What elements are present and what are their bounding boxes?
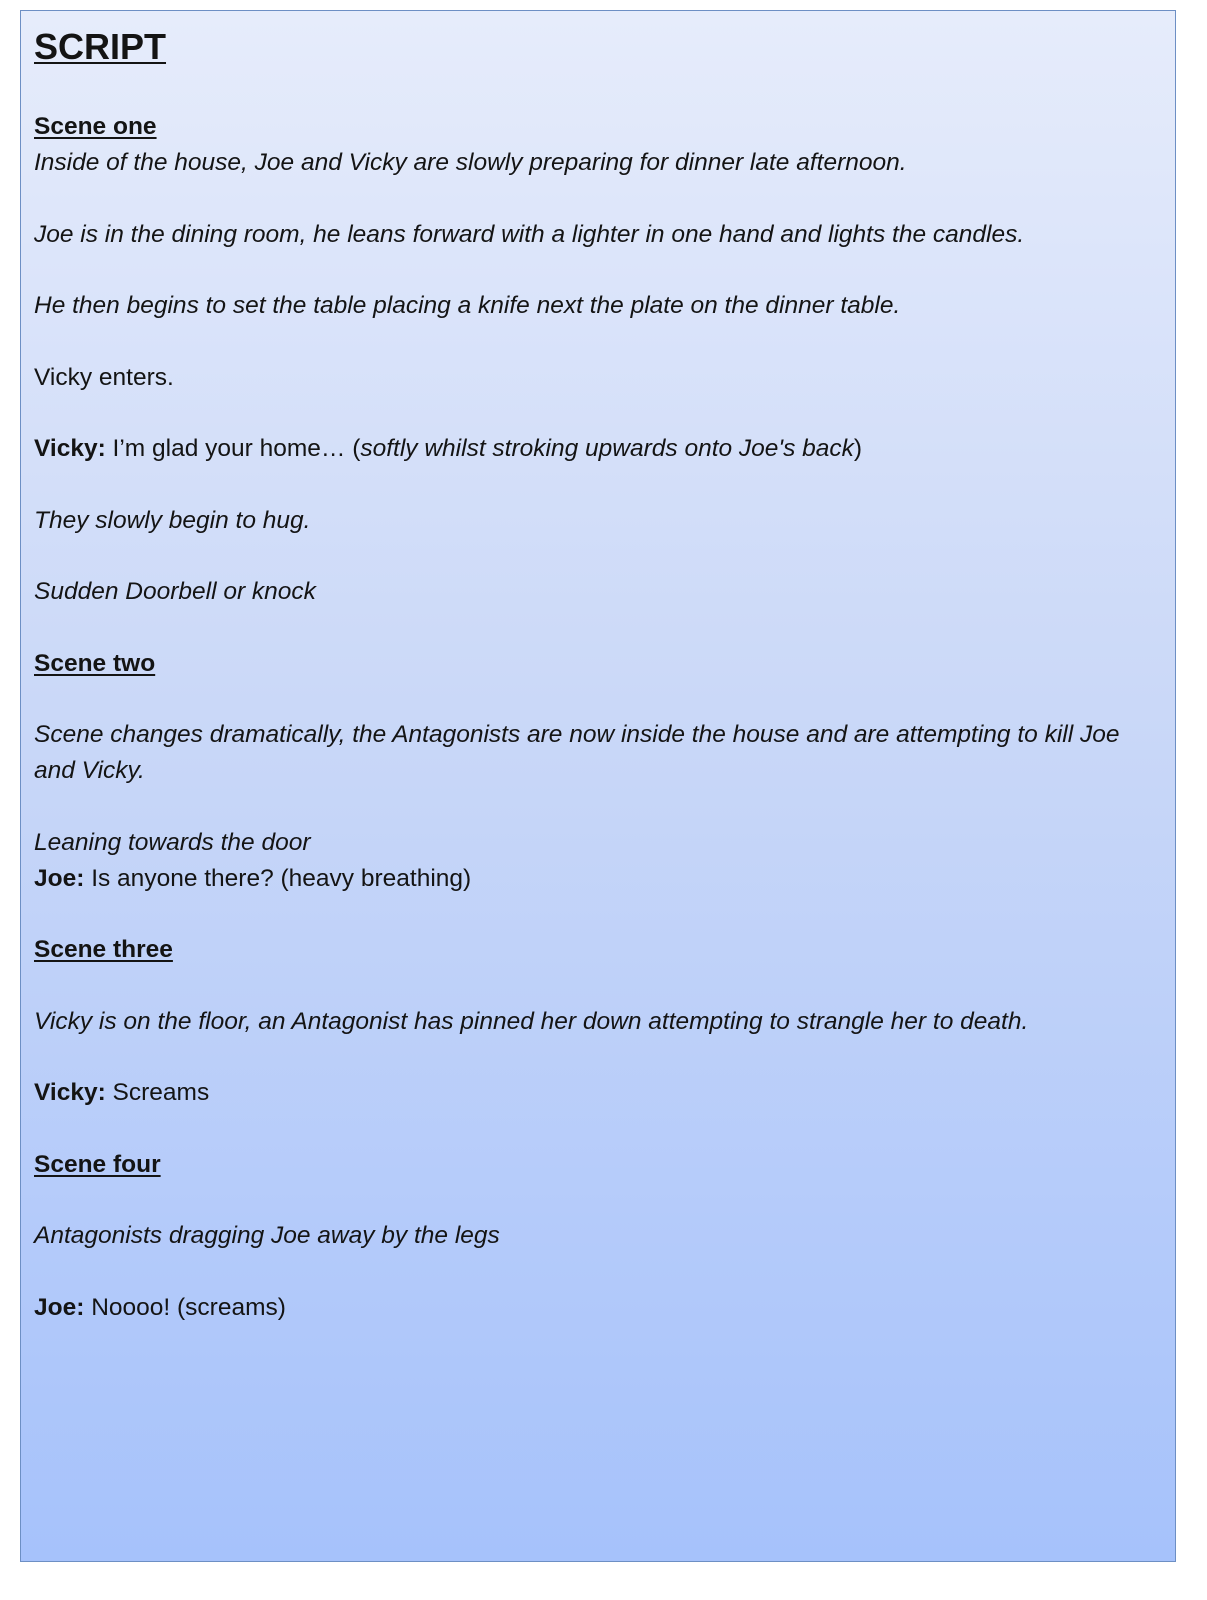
speaker-name: Joe: (34, 864, 85, 892)
scene-three-direction-1: Vicky is on the floor, an Antagonist has pinned her down attempting to strangle her to death. (34, 1007, 1029, 1035)
scene-one-direction-2: Joe is in the dining room, he leans forward with a lighter in one hand and lights the candles. (34, 220, 1025, 248)
scene-four-direction-1: Antagonists dragging Joe away by the legs (34, 1222, 500, 1249)
dialogue-close: ) (853, 435, 863, 462)
scene-one-direction-4: They slowly begin to hug. (34, 506, 311, 534)
speaker-name: Vicky: (34, 1079, 106, 1106)
scene-one-action: Vicky enters. (34, 363, 174, 391)
scene-two-direction-2: Leaning towards the door (34, 828, 311, 856)
scene-four-heading: Scene four (34, 1150, 161, 1178)
scene-three-heading: Scene three (34, 936, 173, 963)
speaker-name: Vicky: (34, 435, 106, 462)
scene-four-dialogue (34, 1290, 1164, 1326)
scene-one-direction-5: Sudden Doorbell or knock (34, 578, 316, 605)
dialogue-text: Noooo! (screams) (84, 1293, 286, 1321)
scene-two-direction-1: Scene changes dramatically, the Antagonists are now inside the house and are attempting to kill Joe and Vicky. (34, 721, 1120, 784)
dialogue-text: I’m glad your home… ( (105, 435, 361, 462)
scene-two-dialogue (34, 861, 1164, 897)
stage-direction: softly whilst stroking upwards onto Joe's back (360, 435, 854, 462)
scene-one-heading: Scene one (34, 113, 157, 140)
script-title: SCRIPT (34, 26, 167, 67)
dialogue-text: Is anyone there? (heavy breathing) (84, 864, 472, 892)
scene-one-dialogue (34, 431, 1164, 467)
dialogue-text: Screams (105, 1079, 210, 1106)
scene-two-heading: Scene two (34, 649, 156, 677)
scene-one-direction-1: Inside of the house, Joe and Vicky are slowly preparing for dinner late afternoon. (34, 149, 907, 176)
scene-three-dialogue (34, 1075, 1164, 1111)
speaker-name: Joe: (34, 1293, 85, 1321)
scene-one-direction-3: He then begins to set the table placing a knife next the plate on the dinner table. (34, 292, 901, 319)
script-content (34, 25, 1164, 1326)
script-panel (20, 10, 1176, 1562)
